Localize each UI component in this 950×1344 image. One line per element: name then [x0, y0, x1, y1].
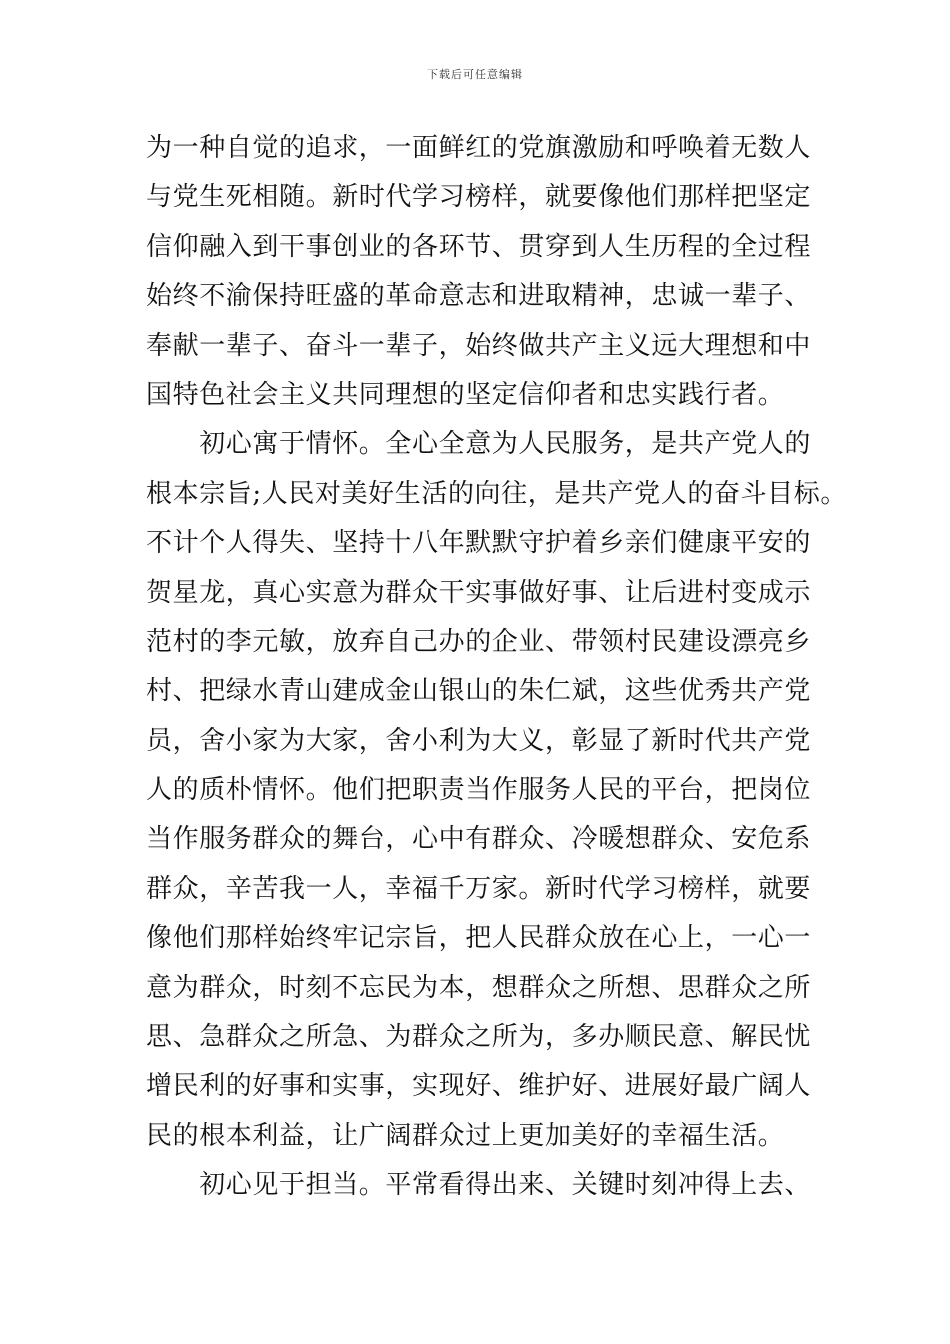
text-line: 信仰融入到干事创业的各环节、贯穿到人生历程的全过程	[146, 231, 812, 262]
text-line: 根本宗旨;人民对美好生活的向往，是共产党人的奋斗目标。	[146, 478, 847, 509]
text-line: 民的根本利益，让广阔群众过上更加美好的幸福生活。	[146, 1120, 785, 1151]
text-line: 意为群众，时刻不忘民为本，想群众之所想、思群众之所	[146, 972, 812, 1003]
text-line: 当作服务群众的舞台，心中有群众、冷暖想群众、安危系	[146, 824, 812, 855]
text-line: 人的质朴情怀。他们把职责当作服务人民的平台，把岗位	[146, 775, 812, 806]
text-line: 国特色社会主义共同理想的坚定信仰者和忠实践行者。	[146, 379, 785, 410]
text-line: 增民利的好事和实事，实现好、维护好、进展好最广阔人	[146, 1071, 812, 1102]
text-line: 像他们那样始终牢记宗旨，把人民群众放在心上，一心一	[146, 923, 812, 954]
text-line: 群众，辛苦我一人，幸福千万家。新时代学习榜样，就要	[146, 873, 812, 904]
text-line: 思、急群众之所急、为群众之所为，多办顺民意、解民忧	[146, 1022, 812, 1053]
text-line: 始终不渝保持旺盛的革命意志和进取精神，忠诚一辈子、	[146, 281, 812, 312]
text-line: 初心寓于情怀。全心全意为人民服务，是共产党人的	[146, 429, 812, 460]
text-line: 初心见于担当。平常看得出来、关键时刻冲得上去、	[146, 1170, 812, 1201]
body-text	[146, 124, 847, 1211]
text-line: 与党生死相随。新时代学习榜样，就要像他们那样把坚定	[146, 182, 812, 213]
header-note: 下载后可任意编辑	[427, 68, 523, 81]
text-line: 为一种自觉的追求，一面鲜红的党旗激励和呼唤着无数人	[146, 133, 812, 163]
text-line: 不计个人得失、坚持十八年默默守护着乡亲们健康平安的	[146, 528, 812, 559]
text-line: 村、把绿水青山建成金山银山的朱仁斌，这些优秀共产党	[146, 676, 812, 707]
text-line: 奉献一辈子、奋斗一辈子，始终做共产主义远大理想和中	[146, 330, 812, 361]
text-line: 范村的李元敏，放弃自己办的企业、带领村民建设漂亮乡	[146, 626, 812, 657]
text-line: 贺星龙，真心实意为群众干实事做好事、让后进村变成示	[146, 577, 812, 608]
text-line: 员，舍小家为大家，舍小利为大义，彰显了新时代共产党	[146, 725, 812, 756]
